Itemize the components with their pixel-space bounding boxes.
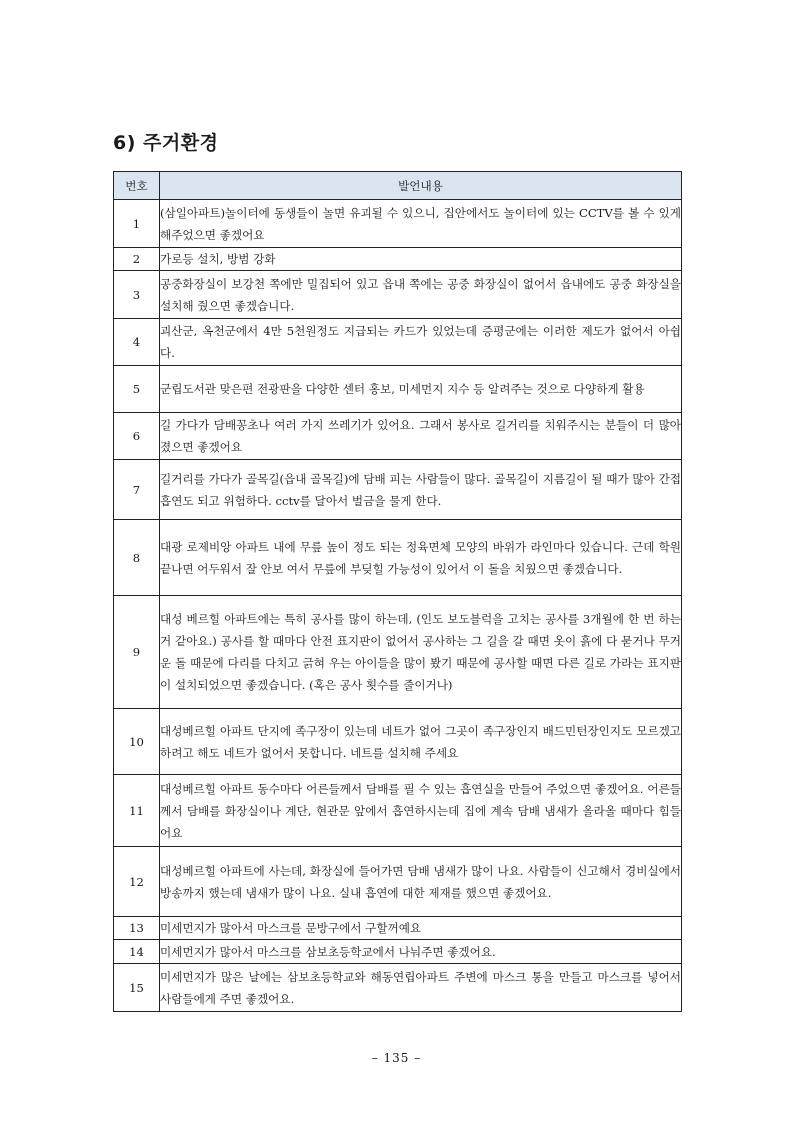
row-content: 대성베르힐 아파트 단지에 족구장이 있는데 네트가 없어 그곳이 족구장인지 배드민턴장인지도 모르겠고 하려고 해도 네트가 없어서 못합니다. 네트를 설치해 주세요 xyxy=(160,709,682,775)
page-number: – 135 – xyxy=(371,1051,422,1065)
table-row xyxy=(114,940,682,964)
row-content: 대성베르힐 아파트 동수마다 어른들께서 담배를 필 수 있는 흡연실을 만들어 주었으면 좋겠어요. 어른들께서 담배를 화장실이나 계단, 현관문 앞에서 흡연하시는데 집에 계속 담배 냄새가 올라올 때마다 힘들어요 xyxy=(160,775,682,847)
row-number: 14 xyxy=(114,940,160,964)
table-row xyxy=(114,917,682,940)
table-row xyxy=(114,709,682,775)
table-row xyxy=(114,520,682,596)
row-number: 15 xyxy=(114,964,160,1012)
row-number: 8 xyxy=(114,520,160,596)
row-content: 미세먼지가 많은 날에는 삼보초등학교와 해동연립아파트 주변에 마스크 통을 만들고 마스크를 넣어서 사람들에게 주면 좋겠어요. xyxy=(160,964,682,1012)
table-row xyxy=(114,248,682,271)
row-content: 미세먼지가 많아서 마스크를 삼보초등학교에서 나눠주면 좋겠어요. xyxy=(160,940,682,964)
remarks-table xyxy=(113,171,682,1012)
section-title: 6) 주거환경 xyxy=(113,132,219,154)
row-number: 7 xyxy=(114,460,160,520)
header-content: 발언내용 xyxy=(160,172,682,200)
table-row xyxy=(114,200,682,248)
table-row xyxy=(114,596,682,709)
row-content: 군립도서관 맞은편 전광판을 다양한 센터 홍보, 미세먼지 지수 등 알려주는 것으로 다양하게 활용 xyxy=(160,366,682,413)
row-content: (삼일아파트)놀이터에 동생들이 놀면 유괴될 수 있으니, 집안에서도 놀이터에 있는 CCTV를 볼 수 있게 해주었으면 좋겠어요 xyxy=(160,200,682,248)
row-number: 5 xyxy=(114,366,160,413)
row-content: 대성 베르힐 아파트에는 특히 공사를 많이 하는데, (인도 보도블럭을 고치는 공사를 3개월에 한 번 하는 거 같아요.) 공사를 할 때마다 안전 표지판이 없어서 공사하는 그 길을 갈 때면 옷이 흙에 다 묻거나 무거운 돌 때문에 다리를 다치고 긁혀 우는 아이들을 많이 봤기 때문에 공사할 때면 다른 길로 가라는 표지판이 설치되었으면 좋겠습니다. (혹은 공사 횟수를 줄이거나) xyxy=(160,596,682,709)
row-number: 9 xyxy=(114,596,160,709)
row-number: 2 xyxy=(114,248,160,271)
table-row xyxy=(114,271,682,319)
row-content: 괴산군, 옥천군에서 4만 5천원정도 지급되는 카드가 있었는데 증평군에는 이러한 제도가 없어서 아쉽다. xyxy=(160,319,682,366)
row-number: 11 xyxy=(114,775,160,847)
row-number: 12 xyxy=(114,847,160,917)
table-row xyxy=(114,413,682,460)
row-content: 가로등 설치, 방범 강화 xyxy=(160,248,682,271)
row-content: 대성베르힐 아파트에 사는데, 화장실에 들어가면 담배 냄새가 많이 나요. 사람들이 신고해서 경비실에서 방송까지 했는데 냄새가 많이 나요. 실내 흡연에 대한 제재를 했으면 좋겠어요. xyxy=(160,847,682,917)
table-row xyxy=(114,319,682,366)
table-row xyxy=(114,460,682,520)
row-content: 공중화장실이 보강천 쪽에만 밀집되어 있고 읍내 쪽에는 공중 화장실이 없어서 읍내에도 공중 화장실을 설치해 줬으면 좋겠습니다. xyxy=(160,271,682,319)
row-number: 6 xyxy=(114,413,160,460)
row-number: 10 xyxy=(114,709,160,775)
row-number: 4 xyxy=(114,319,160,366)
row-content: 길거리를 가다가 골목길(읍내 골목길)에 담배 피는 사람들이 많다. 골목길이 지름길이 될 때가 많아 간접흡연도 되고 위험하다. cctv를 달아서 벌금을 물게 한다. xyxy=(160,460,682,520)
table-row xyxy=(114,964,682,1012)
table-row xyxy=(114,847,682,917)
header-number: 번호 xyxy=(114,172,160,200)
row-number: 1 xyxy=(114,200,160,248)
row-content: 길 가다가 담배꽁초나 여러 가지 쓰레기가 있어요. 그래서 봉사로 길거리를 치워주시는 분들이 더 많아졌으면 좋겠어요 xyxy=(160,413,682,460)
row-number: 3 xyxy=(114,271,160,319)
table-header-row xyxy=(114,172,682,200)
table-row xyxy=(114,366,682,413)
row-number: 13 xyxy=(114,917,160,940)
row-content: 대광 로제비앙 아파트 내에 무릎 높이 정도 되는 정육면체 모양의 바위가 라인마다 있습니다. 근데 학원 끝나면 어두워서 잘 안보 여서 무릎에 부딪힐 가능성이 있어서 이 돌을 치웠으면 좋겠습니다. xyxy=(160,520,682,596)
table-row xyxy=(114,775,682,847)
row-content: 미세먼지가 많아서 마스크를 문방구에서 구할꺼예요 xyxy=(160,917,682,940)
